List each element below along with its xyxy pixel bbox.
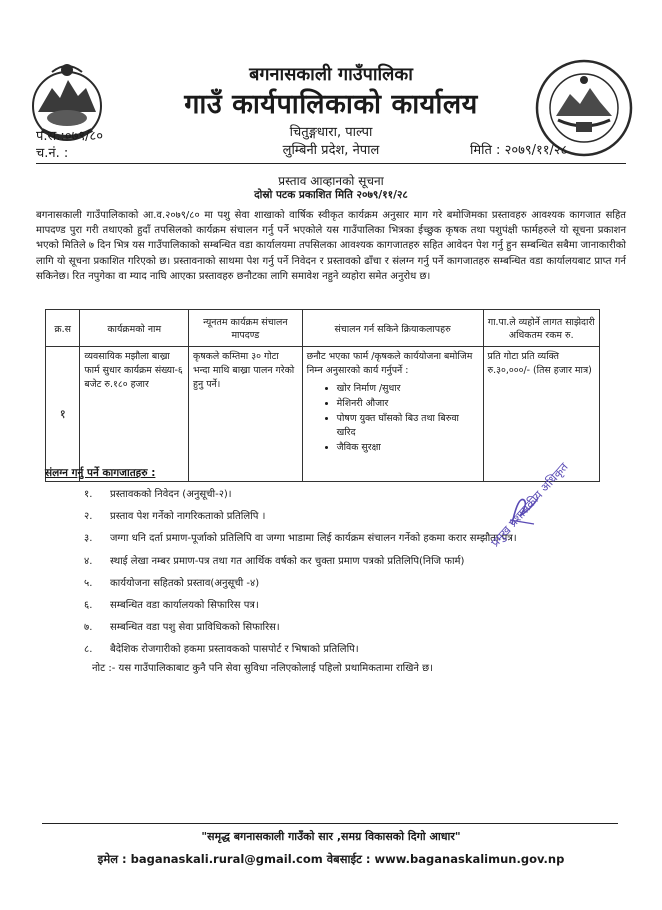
column-header-grant: गा.पा.ले व्यहोर्ने लागत साझेदारी अधिकतम रकम रु. [483,310,599,347]
office-name: गाउँ कार्यपालिकाको कार्यालय [184,89,478,120]
list-item [84,639,524,661]
website-label: वेबसाईट : [326,852,371,866]
notice-body: बगनासकाली गाउँपालिकाको आ.व.२०७९/८० मा पशु सेवा शाखाको वार्षिक स्वीकृत कार्यक्रम अनुसार माग गरे बमोजिमका प्रस्तावहरु आवश्यक कागजात सहित मापदण्ड पुरा गरी तथाएको हुदाँ तपसिलको कार्यक्रम संचालन गर्नु पर्ने भएकोले यस गाउँपालिका भित्रका ईच्छुक कृषक तथा पशुपंक्षी फार्महरुले यो सूचना प्रकाशन भएको मितिले ७ दिन भित्र यस गाउँपालिकाको सम्बन्धित वडा कार्यालयमा तपसिलका आवश्यक कागजातहरु सहित आवेदन पेश गर्नु हुन सम्बन्धित सबैमा जानाकारीको लागि यो सूचना प्रकाशित गरिएको छ। प्रस्तावनाको साथमा पेश गर्नु पर्ने निवेदन र प्रस्तावको ढाँचा र संलग्न गर्नु पर्ने कागजातहरु सम्बन्धित वडा कार्यालयबाट प्राप्त गर्न सकिनेछ। रित नपुगेका वा म्याद नाघि आएका प्रस्तावहरु छनौटका लागि समावेश नहुने व्यहोरा समेत अनुरोध छ। [36,210,626,282]
item-text: सम्बन्धित वडा पशु सेवा प्राविधिकको सिफारिस। [110,622,280,634]
item-number: ८. [84,644,93,656]
table-row [46,347,600,482]
list-item [84,595,524,617]
list-item: • पोषण युक्त घाँसको बिउ तथा बिरुवा खरिद [337,412,479,440]
email-link[interactable]: baganaskali.rural@gmail.com [130,852,323,866]
row-activities [302,347,483,482]
item-text: बैदेशिक रोजगारीको हकमा प्रस्तावकको पासपोर्ट र भिषाको प्रतिलिपि। [110,644,359,656]
activities-list [307,382,479,455]
office-address: चितुङ्गधारा, पाल्पा [289,125,373,140]
item-text: सम्बन्धित वडा कार्यालयको सिफारिस पत्र। [110,599,259,611]
activities-intro: छनौट भएका फार्म /कृषकले कार्ययोजना बमोजिम निम्न अनुसारको कार्य गर्नुपर्ने : [306,351,473,376]
item-text: कार्ययोजना सहितको प्रस्ताव(अनुसूची -४) [110,577,260,589]
footer-slogan: "समृद्ध बगनासकाली गाउँको सार ,समग्र विकासको दिगो आधार" [201,830,461,843]
municipality-name: बगनासकाली गाउँपालिका [249,64,413,85]
column-header-program: कार्यक्रमको नाम [80,310,189,347]
item-text: जग्गा धनि दर्ता प्रमाण-पूर्जाको प्रतिलिपि वा जग्गा भाडामा लिई कार्यक्रम संचालन गर्नेको हकमा करार सम्झौता पत्र। [110,533,517,545]
note-text: नोट :- यस गाउँपालिकाबाट कुनै पनि सेवा सुविधा नलिएकोलाई पहिलो प्रथामिकतामा राखिने छ। [92,663,433,674]
item-text: प्रस्ताव पेश गर्नेको नागरिकताको प्रतिलिपि । [110,511,266,523]
footer-contact [0,852,662,867]
row-program: व्यवसायिक मझौला बाख्रा फार्म सुधार कार्यक्रम संख्या-६ बजेट रु.१८० हजार [80,347,189,482]
list-item [84,573,524,595]
dispatch-number: च.नं. : [36,146,69,161]
column-header-sn: क्र.स [46,310,80,347]
list-item: • खोर निर्माण /सुधार [337,382,479,396]
list-item [84,551,524,573]
item-number: ४. [84,555,93,567]
item-number: ३. [84,533,93,545]
item-number: ७. [84,622,93,634]
column-header-minimum: न्यूनतम कार्यक्रम संचालन मापदण्ड [189,310,303,347]
header-divider [36,163,626,164]
footer-divider [42,823,618,824]
website-link[interactable]: www.baganaskalimun.gov.np [374,852,565,866]
list-item: • जैविक सुरक्षा [337,441,479,455]
list-item [84,617,524,639]
notice-title: प्रस्ताव आव्हानको सूचना [278,174,384,188]
item-number: २. [84,511,93,523]
row-minimum: कृषकले कम्तिमा ३० गोटा भन्दा माथि बाख्रा पालन गरेको हुनु पर्ने। [189,347,303,482]
notice-subtitle: दोस्रो पटक प्रकाशित मिति २०७९/११/२८ [254,189,408,201]
table-header-row [46,310,600,347]
item-number: ५. [84,577,93,589]
officer-stamp: प्रमुख प्रशासकीय अधिकृत [488,459,571,550]
letter-date: मिति : २०७९/११/२८ [470,143,568,158]
documents-list [84,484,524,662]
list-item [84,506,524,528]
list-item [84,528,524,550]
item-number: ६. [84,599,93,611]
letter-reference-number: प.स.:०७९/८० [36,129,103,144]
documents-heading: संलग्न गर्नु पर्ने कागजातहरु : [45,467,156,479]
email-label: इमेल : [97,852,127,866]
column-header-activities: संचालन गर्न सकिने क्रियाकलापहरु [302,310,483,347]
item-number: १. [84,489,93,500]
row-grant: प्रति गोटा प्रति व्यक्ति रु.३०,०००/- (तिस हजार मात्र) [483,347,599,482]
office-province: लुम्बिनी प्रदेश, नेपाल [282,143,380,158]
list-item: • मेशिनरी औजार [337,397,479,411]
program-table [45,309,600,482]
item-text: स्थाई लेखा नम्बर प्रमाण-पत्र तथा गत आर्थिक वर्षको कर चुक्ता प्रमाण पत्रको प्रतिलिपि(निजि फार्म) [110,555,465,567]
row-sn: १ [46,347,80,482]
item-text: प्रस्तावकको निवेदन (अनुसूची-२)। [110,489,232,500]
list-item [84,484,524,506]
